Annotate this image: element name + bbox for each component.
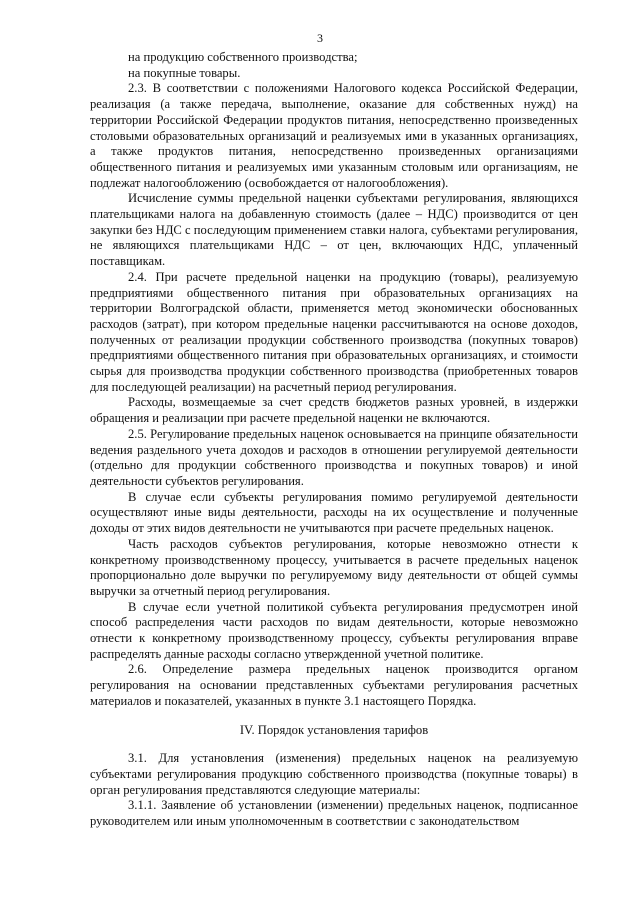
- document-body: [90, 50, 578, 830]
- paragraph: 3.1.1. Заявление об установлении (изменении) предельных наценок, подписанное руководителем или иным уполномоченным в соответствии с законодательством: [90, 798, 578, 829]
- paragraph: 3.1. Для установления (изменения) предельных наценок на реализуемую субъектами регулирования продукцию собственного производства (покупные товары) в орган регулирования представляются следующие материалы:: [90, 751, 578, 797]
- page-number: 3: [317, 31, 323, 45]
- paragraph: Часть расходов субъектов регулирования, которые невозможно отнести к конкретному производственному процессу, учитывается в расчете предельных наценок пропорционально доле выручки по регулируемому виду деятельности от общей суммы выручки за отчетный период регулирования.: [90, 536, 578, 598]
- paragraph: на покупные товары.: [128, 65, 241, 80]
- paragraph: В случае если учетной политикой субъекта регулирования предусмотрен иной способ распределения части расходов по видам деятельности, которые невозможно отнести к конкретному производственному процессу, субъекты регулирования вправе распределять данные расходы согласно утвержденной учетной политике.: [90, 599, 578, 661]
- paragraph: 2.4. При расчете предельной наценки на продукцию (товары), реализуемую предприятиями общественного питания при образовательных организациях на территории Волгоградской области, применяется метод экономически обоснованных расходов (затрат), при котором предельные наценки рассчитываются на основе доходов, полученных от реализации продукции собственного производства (покупных товаров) предприятиями общественного питания при образовательных организациях, и стоимости сырья для производства продукции собственного производства (приобретенных товаров для последующей реализации) на расчетный период регулирования.: [90, 269, 578, 394]
- paragraph: Исчисление суммы предельной наценки субъектами регулирования, являющихся плательщиками налога на добавленную стоимость (далее – НДС) производится от цен закупки без НДС с последующим применением ставки налога, субъектами регулирования, не являющихся плательщиками НДС – от цен, включающих НДС, уплаченный поставщикам.: [90, 191, 578, 269]
- paragraph: 2.5. Регулирование предельных наценок основывается на принципе обязательности ведения раздельного учета доходов и расходов в отношении регулируемой деятельности (отдельно для продукции собственного производства и покупных товаров) и иной деятельности субъектов регулирования.: [90, 426, 578, 488]
- paragraph: В случае если субъекты регулирования помимо регулируемой деятельности осуществляют иные виды деятельности, расходы на их осуществление и полученные доходы от этих видов деятельности не учитываются при расчете предельных наценок.: [90, 489, 578, 536]
- paragraph: 2.6. Определение размера предельных наценок производится органом регулирования на основании представленных субъектами регулирования расчетных материалов и показателей, указанных в пункте 3.1 настоящего Порядка.: [90, 662, 578, 708]
- paragraph: на продукцию собственного производства;: [128, 50, 358, 64]
- paragraph: Расходы, возмещаемые за счет средств бюджетов разных уровней, в издержки обращения и реализации при расчете предельной наценки не включаются.: [90, 395, 578, 426]
- paragraph: 2.3. В соответствии с положениями Налогового кодекса Российской Федерации, реализация (а также передача, выполнение, оказание для собственных нужд) на территории Российской Федерации продуктов питания, непосредственно произведенных столовыми образовательных организаций и реализуемых ими в указанных организациях, а также продуктов питания, непосредственно произведенных организациями общественного питания и реализуемых ими указанным столовым или организациям, не подлежат налогообложению (освобождается от налогообложения).: [90, 81, 578, 190]
- section-heading: IV. Порядок установления тарифов: [239, 722, 429, 737]
